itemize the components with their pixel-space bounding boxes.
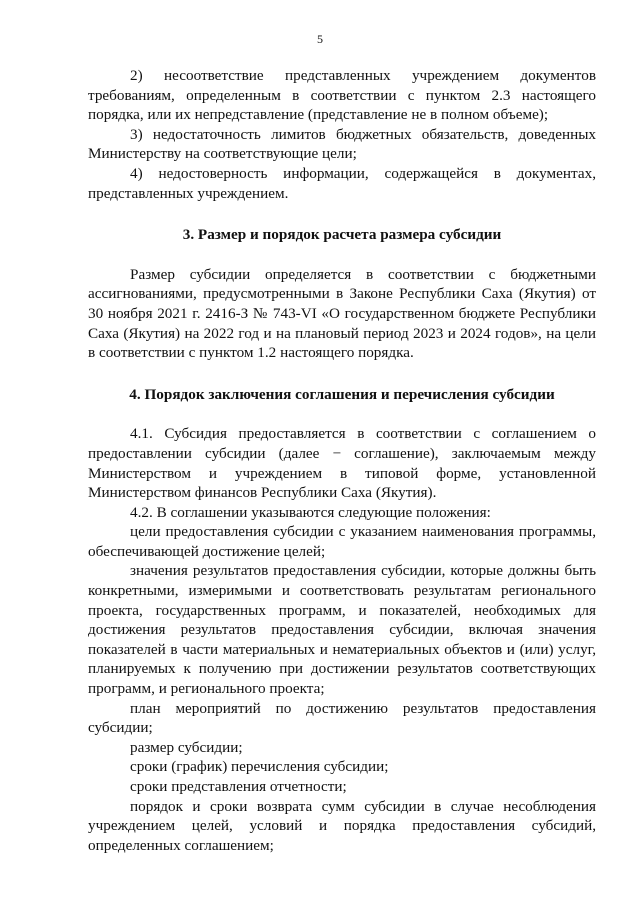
spacer [88,245,596,265]
section-3-paragraph: Размер субсидии определяется в соответствии с бюджетными ассигнованиями, предусмотренными в Законе Республики Саха (Якутия) от 30 ноября 2021 г. 2416-З № 743-VI «О государственном бюджете Республики Саха (Якутия) на 2022 год и на плановый период 2023 и 2024 годов», на цели в соответствии с пунктом 1.2 настоящего порядка. [88,265,596,362]
list-item: 4) недостоверность информации, содержащейся в документах, представленных учреждением. [88,164,596,202]
document-body [88,66,596,855]
spacer [88,404,596,424]
list-item: 2) несоответствие представленных учреждением документов требованиям, определенным в соответствии с пунктом 2.3 настоящего порядка, или их непредставление (представление не в полном объеме); [88,67,596,124]
spacer [88,203,596,225]
section-4-paragraph: сроки представления отчетности; [130,778,347,795]
section-4-paragraph: значения результатов предоставления субсидии, которые должны быть конкретными, измеримыми и соответствовать результатам регионального проекта, государственных программ, и показателей, необходимых для достижения результатов предоставления субсидии, включая значения показателей в части материальных и нематериальных объектов и (или) услуг, планируемых к получению при достижении результатов соответствующих программ, и регионального проекта; [88,562,596,698]
page-number: 5 [317,32,323,46]
section-3-heading: 3. Размер и порядок расчета размера субсидии [182,226,502,244]
section-4-paragraph: цели предоставления субсидии с указанием наименования программы, обеспечивающей достижение целей; [88,523,596,560]
section-4-paragraph: размер субсидии; [130,738,243,756]
section-4-paragraph: план мероприятий по достижению результатов предоставления субсидии; [88,699,596,737]
spacer [88,363,596,385]
section-4-paragraph: 4.2. В соглашении указываются следующие положения: [130,503,491,521]
section-4-paragraph: 4.1. Субсидия предоставляется в соответствии с соглашением о предоставлении субсидии (далее − соглашение), заключаемым между Министерством и учреждением в типовой форме, установленной Министерством финансов Республики Саха (Якутия). [88,425,596,502]
list-item: 3) недостаточность лимитов бюджетных обязательств, доведенных Министерству на соответствующие цели; [88,125,596,163]
section-4-paragraph: сроки (график) перечисления субсидии; [130,758,389,776]
section-4-heading: 4. Порядок заключения соглашения и перечисления субсидии [129,385,555,403]
section-4-paragraph: порядок и сроки возврата сумм субсидии в случае несоблюдения учреждением целей, условий и порядка предоставления субсидий, определенных соглашением; [88,797,596,854]
